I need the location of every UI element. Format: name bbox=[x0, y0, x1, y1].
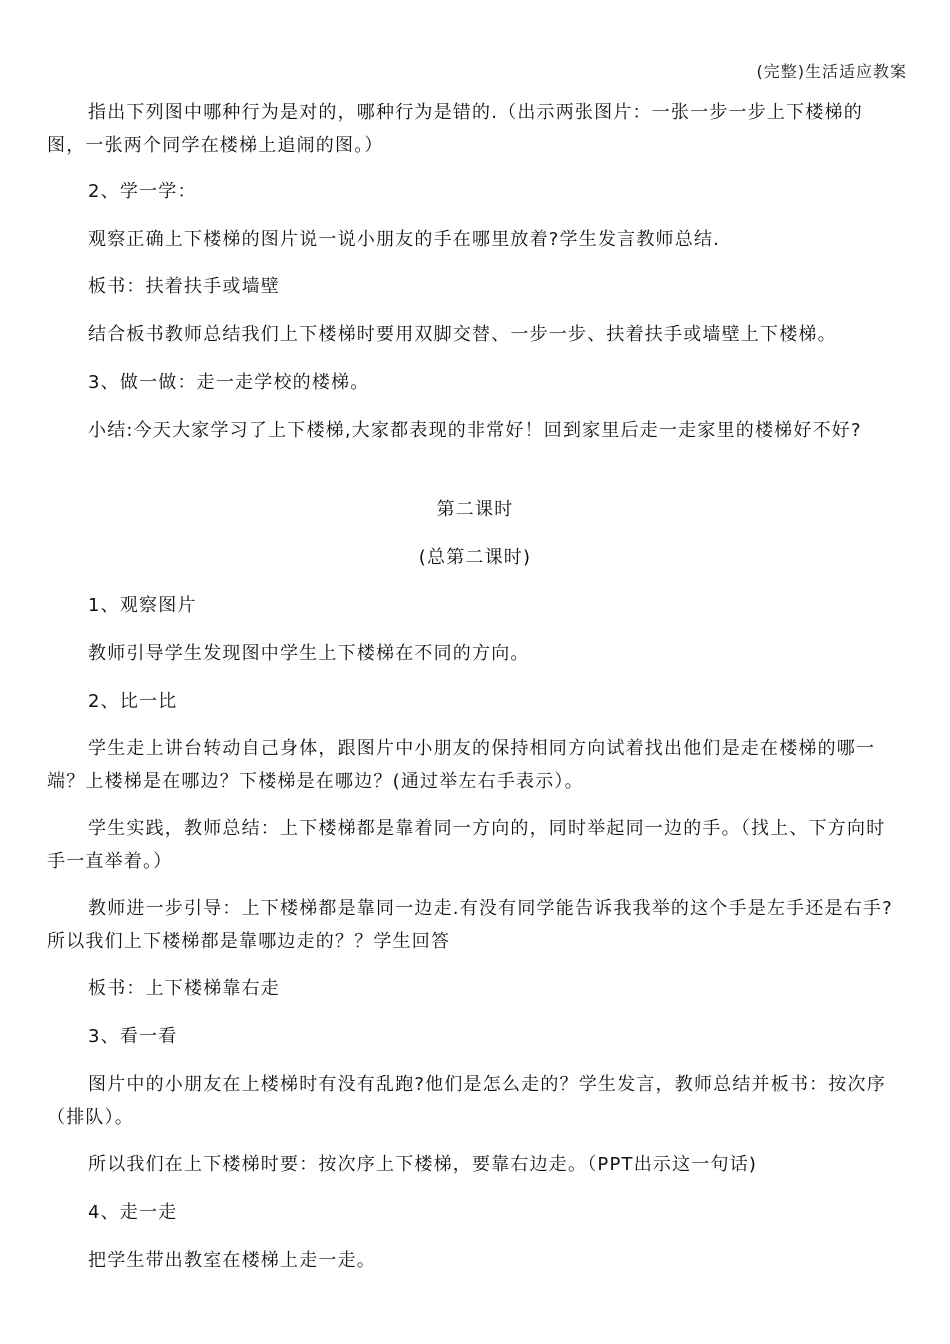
lesson-subtitle: (总第二课时) bbox=[418, 547, 532, 568]
section-heading-look: 3、看一看 bbox=[88, 1026, 178, 1047]
paragraph-summary-board: 结合板书教师总结我们上下楼梯时要用双脚交替、一步一步、扶着扶手或墙壁上下楼梯。 bbox=[88, 324, 837, 345]
section-heading-do: 3、做一做：走一走学校的楼梯。 bbox=[88, 372, 370, 393]
section-heading-walk: 4、走一走 bbox=[88, 1202, 178, 1223]
paragraph-board-keep-right: 板书：上下楼梯靠右走 bbox=[88, 978, 280, 999]
paragraph-rule: 所以我们在上下楼梯时要：按次序上下楼梯，要靠右边走。（PPT出示这一句话) bbox=[88, 1154, 758, 1175]
paragraph-teacher-further-guide: 教师进一步引导：上下楼梯都是靠同一边走.有没有同学能告诉我我举的这个手是左手还是右手?所以我们上下楼梯都是靠哪边走的？？学生回答 bbox=[47, 898, 893, 952]
lesson-title: 第二课时 bbox=[436, 499, 514, 520]
paragraph-picture-question: 图片中的小朋友在上楼梯时有没有乱跑?他们是怎么走的？学生发言，教师总结并板书：按次序（排队）。 bbox=[47, 1074, 886, 1128]
paragraph-conclusion: 小结:今天大家学习了上下楼梯,大家都表现的非常好！回到家里后走一走家里的楼梯好不好? bbox=[88, 420, 862, 441]
paragraph-instruction: 指出下列图中哪种行为是对的，哪种行为是错的.（出示两张图片：一张一步一步上下楼梯的图，一张两个同学在楼梯上追闹的图。） bbox=[47, 102, 863, 156]
paragraph-teacher-guide: 教师引导学生发现图中学生上下楼梯在不同的方向。 bbox=[88, 643, 530, 664]
section-heading-observe-pictures: 1、观察图片 bbox=[88, 595, 197, 616]
section-heading-compare: 2、比一比 bbox=[88, 691, 178, 712]
section-heading-learn: 2、学一学： bbox=[88, 181, 197, 202]
paragraph-student-practice: 学生实践，教师总结：上下楼梯都是靠着同一方向的，同时举起同一边的手。（找上、下方向时手一直举着。） bbox=[47, 818, 886, 872]
paragraph-board-writing: 板书：扶着扶手或墙壁 bbox=[88, 276, 280, 297]
paragraph-student-stage: 学生走上讲台转动自己身体，跟图片中小朋友的保持相同方向试着找出他们是走在楼梯的哪一端？上楼梯是在哪边？下楼梯是在哪边？(通过举左右手表示）。 bbox=[47, 738, 876, 792]
page-header: (完整)生活适应教案 bbox=[756, 62, 907, 81]
paragraph-walk-stairs: 把学生带出教室在楼梯上走一走。 bbox=[88, 1250, 376, 1271]
paragraph-observe: 观察正确上下楼梯的图片说一说小朋友的手在哪里放着?学生发言教师总结. bbox=[88, 229, 721, 250]
